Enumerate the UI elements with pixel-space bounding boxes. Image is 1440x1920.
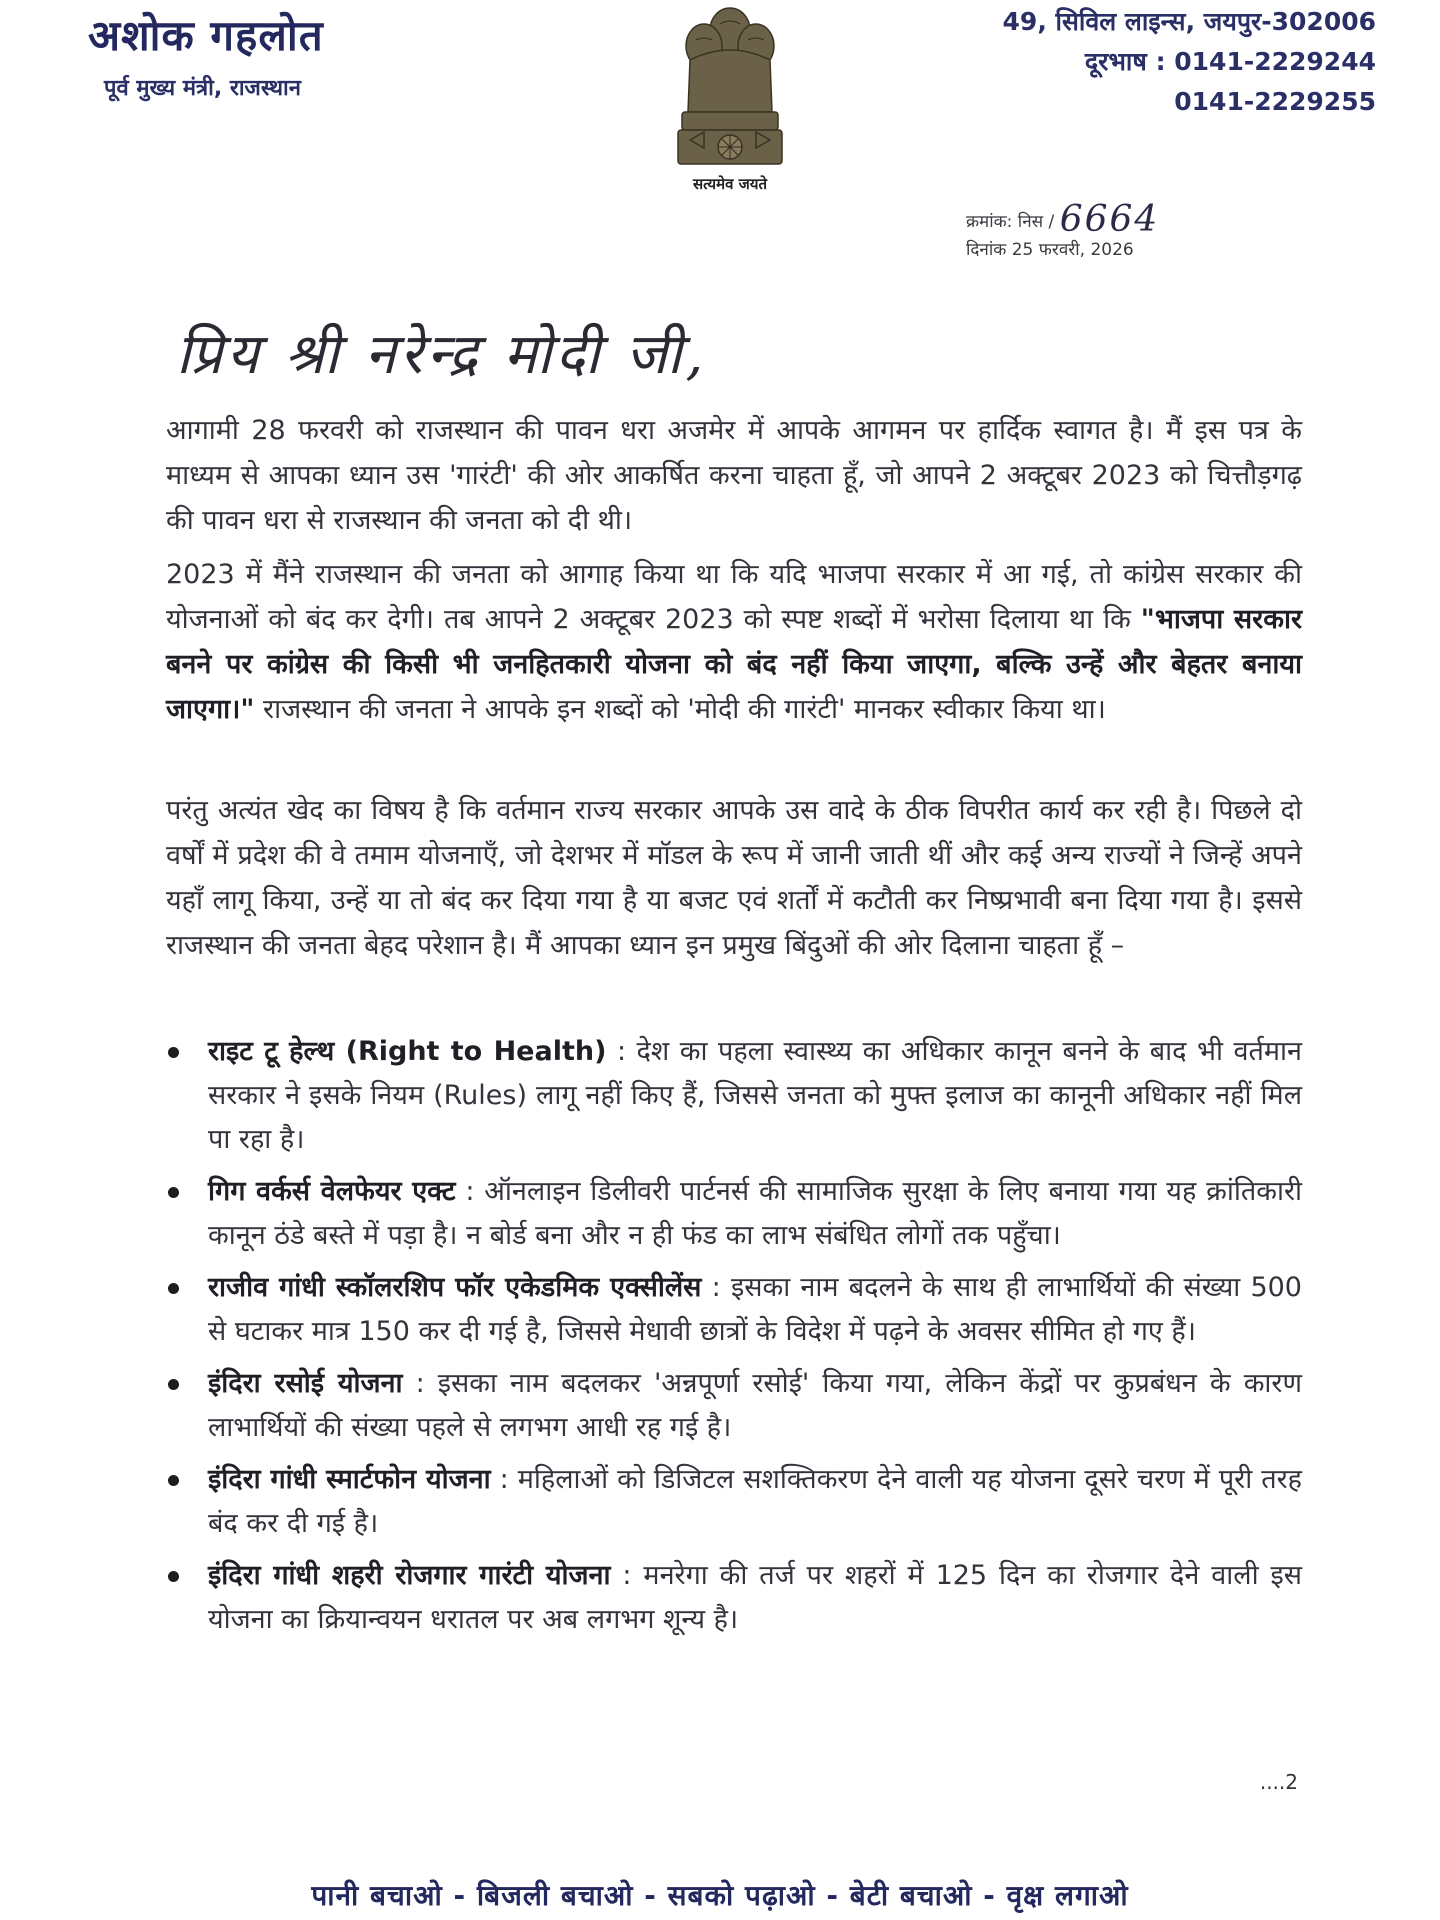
scheme-text: : ऑनलाइन डिलीवरी पार्टनर्स की सामाजिक सुरक्षा के लिए बनाया गया यह क्रांतिकारी कानून ठंडे बस्ते में पड़ा है। न बोर्ड बना और न ही फंड का लाभ संबंधित लोगों तक पहुँचा।	[208, 1176, 1303, 1251]
sender-address-block	[1003, 2, 1376, 122]
reference-number: 6664	[1059, 199, 1160, 240]
scheme-list	[168, 1030, 1302, 1650]
paragraph-1: आगामी 28 फरवरी को राजस्थान की पावन धरा अजमेर में आपके आगमन पर हार्दिक स्वागत है। मैं इस पत्र के माध्यम से आपका ध्यान उस 'गारंटी' की ओर आकर्षित करना चाहता हूँ, जो आपने 2 अक्टूबर 2023 को चित्तौड़गढ़ की पावन धरा से राजस्थान की जनता को दी थी।	[166, 415, 1302, 536]
reference-label: क्रमांक: निस /	[966, 212, 1055, 232]
emblem-motto: सत्यमेव जयते	[692, 175, 768, 193]
page-continuation: ....2	[1259, 1770, 1298, 1794]
sender-name: अशोक गहलोत	[88, 11, 324, 60]
phone-line-1: दूरभाष : 0141-2229244	[1084, 47, 1376, 76]
scheme-title: गिग वर्कर्स वेलफेयर एक्ट	[208, 1176, 456, 1207]
scheme-title: राइट टू हेल्थ (Right to Health)	[208, 1036, 607, 1067]
scheme-text: : मनरेगा की तर्ज पर शहरों में 125 दिन का रोजगार देने वाली इस योजना का क्रियान्वयन धरातल पर अब लगभग शून्य है।	[208, 1560, 1302, 1635]
scheme-title: इंदिरा रसोई योजना	[208, 1368, 403, 1399]
footer-slogan: पानी बचाओ - बिजली बचाओ - सबको पढ़ाओ - बेटी बचाओ - वृक्ष लगाओ	[311, 1879, 1129, 1912]
scheme-title: राजीव गांधी स्कॉलरशिप फॉर एकेडमिक एक्सीलेंस	[208, 1272, 702, 1303]
list-item	[168, 1266, 1302, 1354]
scheme-text: : इसका नाम बदलने के साथ ही लाभार्थियों की संख्या 500 से घटाकर मात्र 150 कर दी गई है, जिससे मेधावी छात्रों के विदेश में पढ़ने के अवसर सीमित हो गए हैं।	[208, 1272, 1302, 1347]
scheme-title: इंदिरा गांधी शहरी रोजगार गारंटी योजना	[208, 1560, 611, 1591]
paragraph-2	[166, 552, 1302, 732]
address-line: 49, सिविल लाइन्स, जयपुर-302006	[1002, 7, 1376, 36]
phone-line-2: 0141-2229255	[1174, 87, 1376, 116]
paragraph-2-intro: 2023 में मैंने राजस्थान की जनता को आगाह किया था कि यदि भाजपा सरकार में आ गई, तो कांग्रेस सरकार की योजनाओं को बंद कर देगी। तब आपने 2 अक्टूबर 2023 को स्पष्ट शब्दों में भरोसा दिलाया था कि	[166, 559, 1302, 635]
handwritten-salutation: प्रिय श्री नरेन्द्र मोदी जी,	[176, 322, 708, 387]
reference-block	[966, 199, 1160, 264]
national-emblem-icon	[660, 0, 800, 200]
list-item	[168, 1458, 1302, 1546]
sender-title: पूर्व मुख्य मंत्री, राजस्थान	[104, 76, 301, 101]
letter-date: दिनांक 25 फरवरी, 2026	[966, 240, 1134, 260]
list-item	[168, 1170, 1302, 1258]
scheme-title: इंदिरा गांधी स्मार्टफोन योजना	[208, 1464, 491, 1495]
list-item	[168, 1362, 1302, 1450]
paragraph-2-quote: "भाजपा सरकार बनने पर कांग्रेस की किसी भी जनहितकारी योजना को बंद नहीं किया जाएगा, बल्कि उन्हें और बेहतर बनाया जाएगा।"	[166, 604, 1303, 725]
list-item	[168, 1554, 1302, 1642]
paragraph-3: परंतु अत्यंत खेद का विषय है कि वर्तमान राज्य सरकार आपके उस वादे के ठीक विपरीत कार्य कर रही है। पिछले दो वर्षों में प्रदेश की वे तमाम योजनाएँ, जो देशभर में मॉडल के रूप में जानी जाती थीं और कई अन्य राज्यों ने जिन्हें अपने यहाँ लागू किया, उन्हें या तो बंद कर दिया गया है या बजट एवं शर्तों में कटौती कर निष्प्रभावी बना दिया गया है। इससे राजस्थान की जनता बेहद परेशान है। मैं आपका ध्यान इन प्रमुख बिंदुओं की ओर दिलाना चाहता हूँ –	[166, 795, 1302, 961]
paragraph-2-end: राजस्थान की जनता ने आपके इन शब्दों को 'मोदी की गारंटी' मानकर स्वीकार किया था।	[254, 694, 1106, 725]
scheme-text: : देश का पहला स्वास्थ्य का अधिकार कानून बनने के बाद भी वर्तमान सरकार ने इसके नियम (Rules) लागू नहीं किए हैं, जिससे जनता को मुफ्त इलाज का कानूनी अधिकार नहीं मिल पा रहा है।	[208, 1036, 1302, 1155]
scheme-text: : इसका नाम बदलकर 'अन्नपूर्णा रसोई' किया गया, लेकिन केंद्रों पर कुप्रबंधन के कारण लाभार्थियों की संख्या पहले से लगभग आधी रह गई है।	[208, 1368, 1302, 1443]
list-item	[168, 1030, 1302, 1162]
scheme-text: : महिलाओं को डिजिटल सशक्तिकरण देने वाली यह योजना दूसरे चरण में पूरी तरह बंद कर दी गई है।	[208, 1464, 1302, 1539]
